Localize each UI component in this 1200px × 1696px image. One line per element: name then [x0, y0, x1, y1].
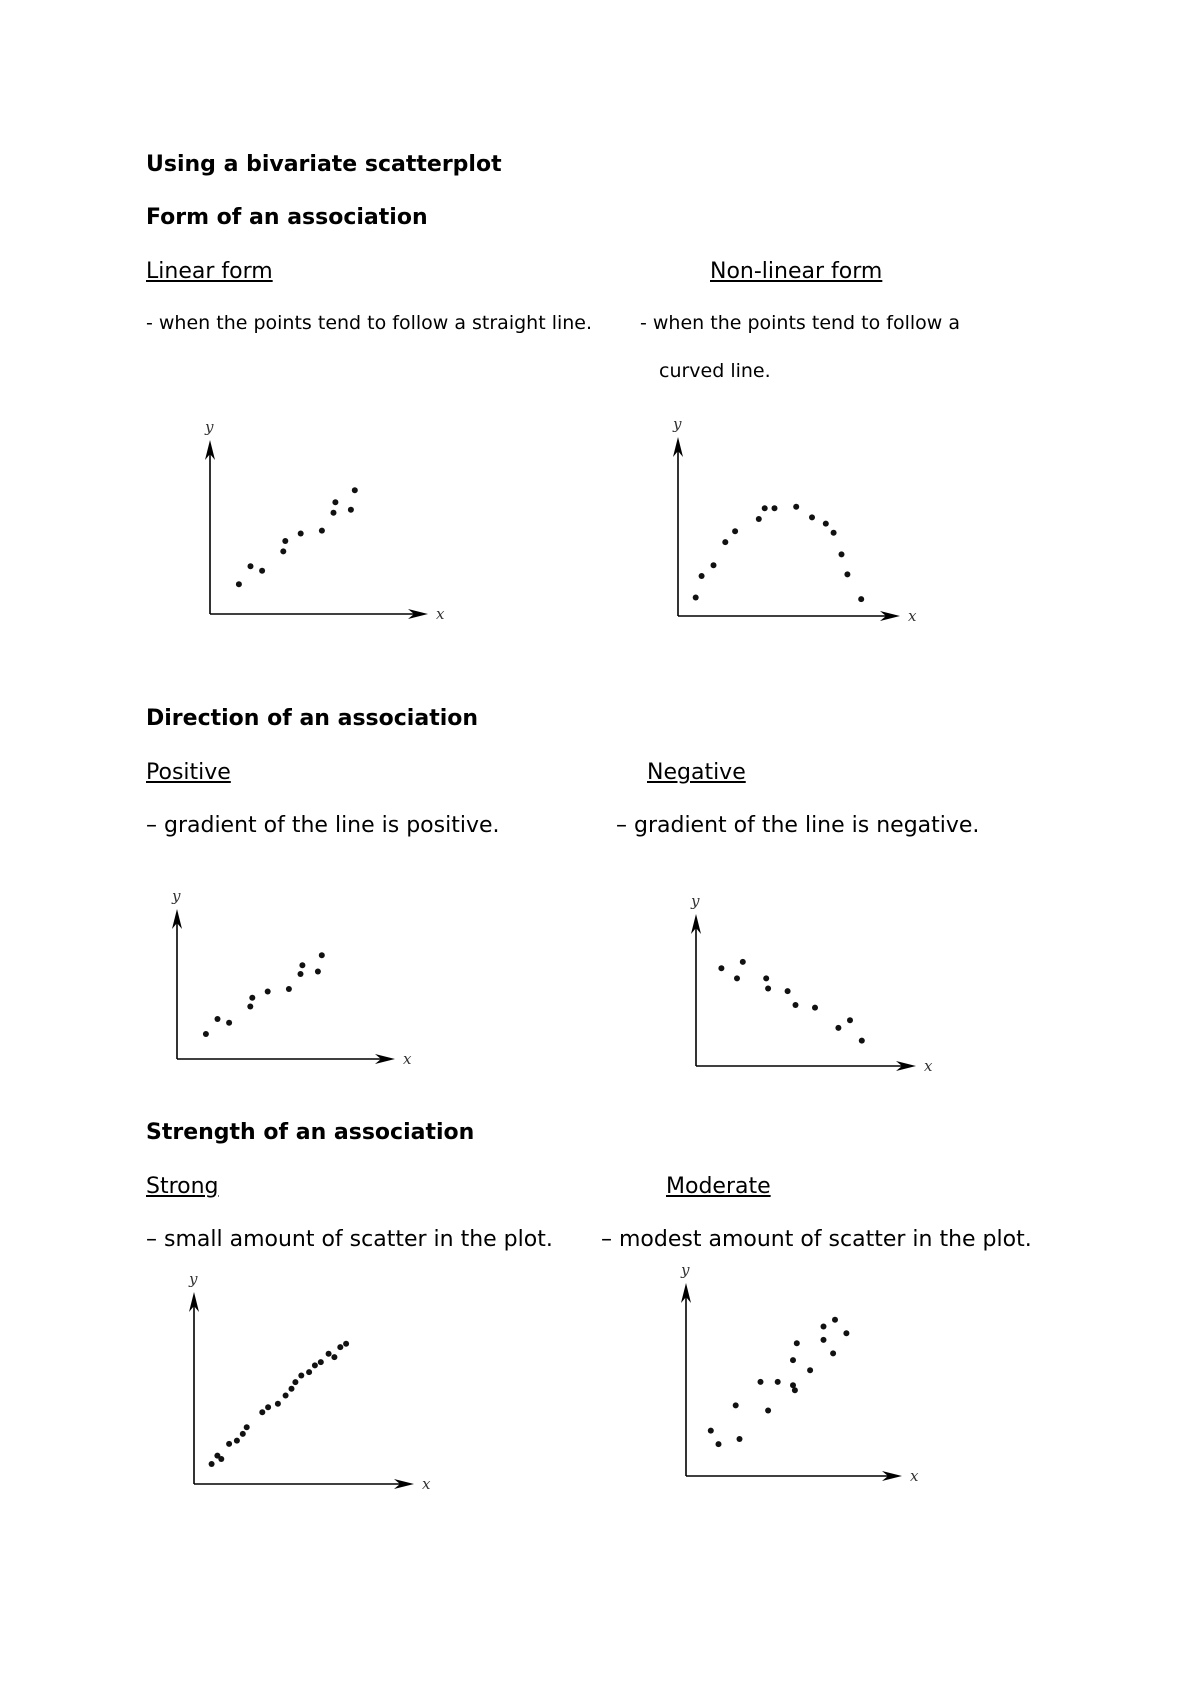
strength-heading: Strength of an association — [146, 1120, 475, 1145]
data-point — [758, 1379, 764, 1385]
x-axis-label: x — [422, 1475, 431, 1493]
linear-form-description: - when the points tend to follow a straight line. — [146, 312, 593, 334]
x-axis-label: x — [908, 607, 917, 625]
data-point — [794, 1340, 800, 1346]
data-point — [832, 1317, 838, 1323]
positive-description: – gradient of the line is positive. — [146, 813, 500, 838]
strong-label: Strong — [146, 1174, 219, 1199]
form-heading: Form of an association — [146, 205, 428, 230]
y-axis-label: y — [172, 887, 181, 905]
y-axis-label: y — [205, 418, 214, 436]
x-axis-label: x — [910, 1467, 919, 1485]
data-point — [790, 1357, 796, 1363]
negative-label: Negative — [647, 760, 746, 785]
nonlinear-form-label: Non-linear form — [710, 259, 883, 284]
data-point — [765, 1408, 771, 1414]
x-axis-label: x — [436, 605, 445, 623]
moderate-label: Moderate — [666, 1174, 771, 1199]
x-axis-label: x — [403, 1050, 412, 1068]
data-point — [737, 1436, 743, 1442]
data-point — [716, 1441, 722, 1447]
data-point — [708, 1428, 714, 1434]
linear-form-label: Linear form — [146, 259, 273, 284]
nonlinear-form-description-line2: curved line. — [659, 360, 771, 382]
x-axis-label: x — [924, 1057, 933, 1075]
data-point — [821, 1324, 827, 1330]
data-point — [775, 1379, 781, 1385]
strong-description: – small amount of scatter in the plot. — [146, 1227, 553, 1252]
data-point — [792, 1387, 798, 1393]
data-point — [807, 1367, 813, 1373]
y-axis-label: y — [691, 892, 700, 910]
negative-description: – gradient of the line is negative. — [616, 813, 980, 838]
y-axis-label: y — [189, 1270, 198, 1288]
data-point — [830, 1350, 836, 1356]
positive-label: Positive — [146, 760, 231, 785]
data-point — [821, 1337, 827, 1343]
moderate-description: – modest amount of scatter in the plot. — [601, 1227, 1032, 1252]
document-title: Using a bivariate scatterplot — [146, 152, 502, 177]
y-axis-label: y — [673, 415, 682, 433]
y-axis-label: y — [681, 1261, 690, 1279]
data-point — [843, 1330, 849, 1336]
data-point — [733, 1402, 739, 1408]
nonlinear-form-description-line1: - when the points tend to follow a — [640, 312, 960, 334]
direction-heading: Direction of an association — [146, 706, 479, 731]
